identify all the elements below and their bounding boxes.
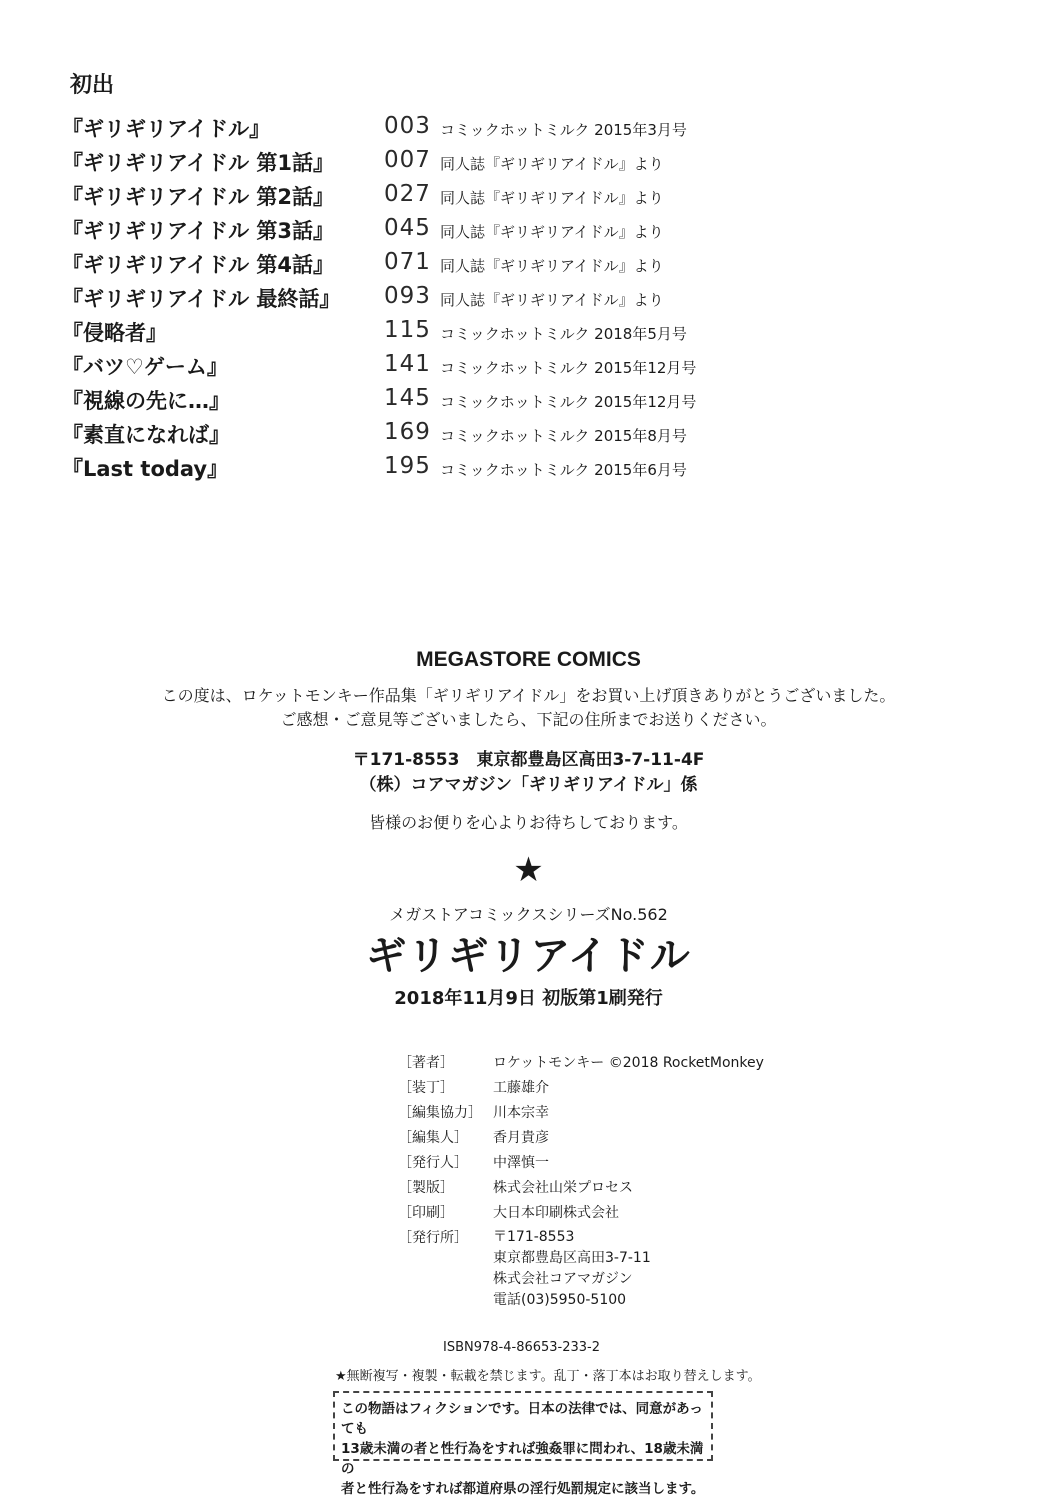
toc-title: 『Last today』 xyxy=(62,457,229,481)
toc-source: 同人誌『ギリギリアイドル』より xyxy=(440,257,664,275)
waiting-message: 皆様のお便りを心よりお待ちしております。 xyxy=(369,813,688,832)
toc-page: 027 xyxy=(384,181,431,207)
toc-page: 195 xyxy=(384,453,431,479)
toc-row xyxy=(62,215,762,245)
brand-name: MEGASTORE COMICS xyxy=(416,648,641,671)
feedback-line: ご感想・ご意見等ございましたら、下記の住所までお送りください。 xyxy=(280,710,777,729)
toc-row xyxy=(62,249,762,279)
toc-row xyxy=(62,147,762,177)
publisher-name: 株式会社コアマガジン xyxy=(493,1271,633,1287)
toc-source: コミックホットミルク 2015年6月号 xyxy=(440,461,687,479)
disclaimer-line: 13歳未満の者と性行為をすれば強姦罪に問われ、18歳未満の xyxy=(341,1441,704,1477)
toc-page: 115 xyxy=(384,317,431,343)
toc-page: 071 xyxy=(384,249,431,275)
toc-row xyxy=(62,351,762,381)
fiction-disclaimer-box xyxy=(333,1391,713,1497)
toc-title: 『侵略者』 xyxy=(62,321,167,345)
publisher-address: 東京都豊島区高田3-7-11 xyxy=(493,1250,651,1266)
copyright-notice: ★無断複写・複製・転載を禁じます。乱丁・落丁本はお取り替えします。 xyxy=(335,1369,761,1384)
toc-page: 003 xyxy=(384,113,431,139)
disclaimer-line: この物語はフィクションです。日本の法律では、同意があっても xyxy=(341,1401,703,1437)
toc-page: 093 xyxy=(384,283,431,309)
credit-label: ［発行人］ xyxy=(398,1155,468,1171)
toc-row xyxy=(62,385,762,415)
thanks-line: この度は、ロケットモンキー作品集「ギリギリアイドル」をお買い上げ頂きありがとうございました。 xyxy=(161,686,896,705)
publisher-phone: 電話(03)5950-5100 xyxy=(493,1292,627,1308)
toc-title: 『ギリギリアイドル 第3話』 xyxy=(62,219,335,243)
credit-value: 川本宗幸 xyxy=(493,1105,549,1121)
toc-page: 169 xyxy=(384,419,431,445)
credit-label: ［編集協力］ xyxy=(398,1105,482,1121)
toc-page: 145 xyxy=(384,385,431,411)
toc-source: コミックホットミルク 2018年5月号 xyxy=(440,325,687,343)
toc-row xyxy=(62,181,762,211)
credit-value: 株式会社山栄プロセス xyxy=(493,1180,633,1196)
isbn: ISBN978-4-86653-233-2 xyxy=(443,1340,601,1355)
toc-source: 同人誌『ギリギリアイドル』より xyxy=(440,291,664,309)
credit-value: 中澤慎一 xyxy=(493,1155,549,1171)
credit-value: 大日本印刷株式会社 xyxy=(493,1205,619,1221)
toc-title: 『ギリギリアイドル』 xyxy=(62,117,271,141)
toc-title: 『バツ♡ゲーム』 xyxy=(62,355,228,379)
mailing-attention: （株）コアマガジン「ギリギリアイドル」係 xyxy=(359,775,698,795)
publication-date: 2018年11月9日 初版第1刷発行 xyxy=(394,988,663,1009)
toc-title: 『ギリギリアイドル 第1話』 xyxy=(62,151,335,175)
book-title: ギリギリアイドル xyxy=(366,933,691,979)
toc-row xyxy=(62,317,762,347)
toc-title: 『素直になれば』 xyxy=(62,423,230,447)
toc-source: 同人誌『ギリギリアイドル』より xyxy=(440,155,664,173)
credit-value: 工藤雄介 xyxy=(493,1080,549,1096)
credit-label: ［装丁］ xyxy=(398,1080,454,1096)
mailing-address: 〒171-8553 東京都豊島区高田3-7-11-4F xyxy=(352,750,705,770)
credit-label: ［編集人］ xyxy=(398,1130,468,1146)
toc-title: 『ギリギリアイドル 第4話』 xyxy=(62,253,335,277)
credit-label: ［著者］ xyxy=(398,1055,454,1071)
credit-label: ［発行所］ xyxy=(398,1230,468,1246)
toc-source: コミックホットミルク 2015年12月号 xyxy=(440,393,697,411)
publisher-block xyxy=(493,1227,651,1311)
toc-source: コミックホットミルク 2015年8月号 xyxy=(440,427,687,445)
toc-source: コミックホットミルク 2015年3月号 xyxy=(440,121,687,139)
toc-title: 『ギリギリアイドル 最終話』 xyxy=(62,287,341,311)
toc-row xyxy=(62,419,762,449)
toc-page: 045 xyxy=(384,215,431,241)
star-icon: ★ xyxy=(513,850,544,890)
credit-label: ［製版］ xyxy=(398,1180,454,1196)
toc-title: 『ギリギリアイドル 第2話』 xyxy=(62,185,335,209)
toc-page: 007 xyxy=(384,147,431,173)
publisher-postal-code: 〒171-8553 xyxy=(493,1229,575,1245)
toc-source: コミックホットミルク 2015年12月号 xyxy=(440,359,697,377)
toc-title: 『視線の先に…』 xyxy=(62,389,230,413)
toc-source: 同人誌『ギリギリアイドル』より xyxy=(440,189,664,207)
toc-source: 同人誌『ギリギリアイドル』より xyxy=(440,223,664,241)
series-number: メガストアコミックスシリーズNo.562 xyxy=(389,905,668,924)
toc-page: 141 xyxy=(384,351,431,377)
credit-value: 香月貴彦 xyxy=(493,1130,549,1146)
toc-row xyxy=(62,453,762,483)
toc-row xyxy=(62,113,762,143)
credit-value: ロケットモンキー ©2018 RocketMonkey xyxy=(493,1055,764,1071)
credit-label: ［印刷］ xyxy=(398,1205,454,1221)
first-appearance-heading: 初出 xyxy=(70,73,115,98)
disclaimer-line: 者と性行為をすれば都道府県の淫行処罰規定に該当します。 xyxy=(341,1481,705,1497)
toc-row xyxy=(62,283,762,313)
